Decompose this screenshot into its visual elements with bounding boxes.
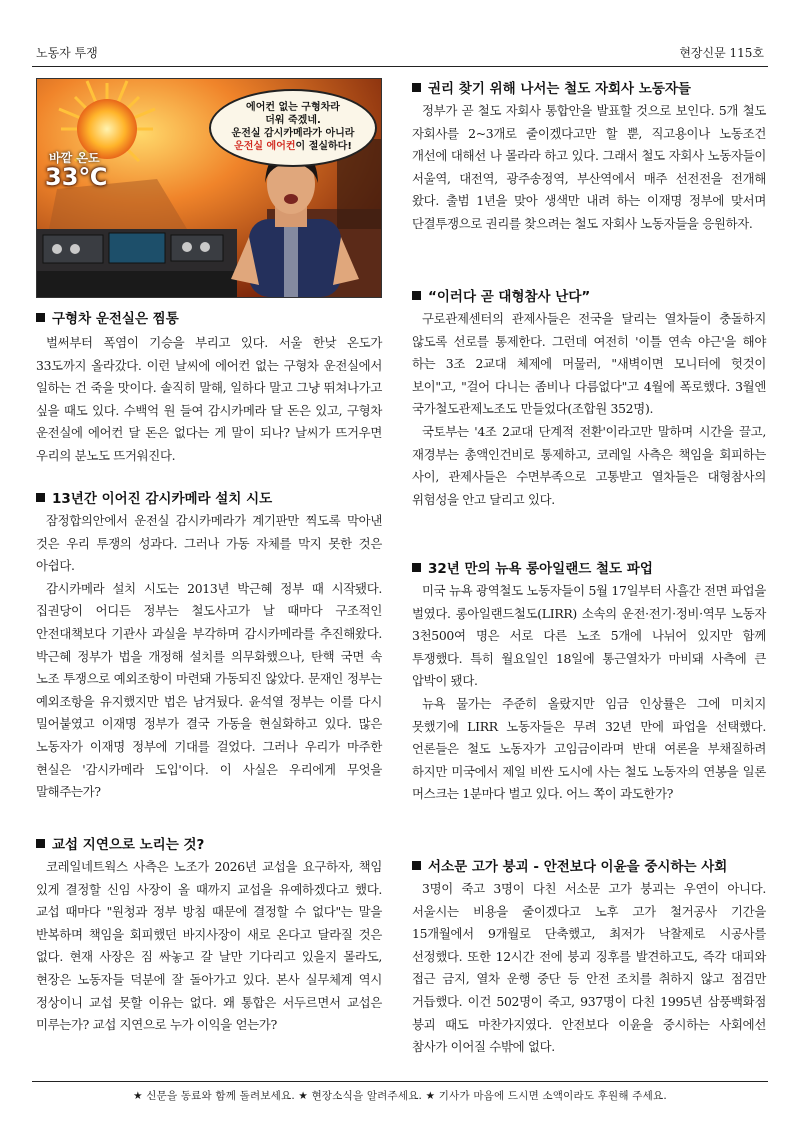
article-cab-heat (36, 310, 382, 468)
article-title-text: 13년간 이어진 감시카메라 설치 시도 (52, 491, 273, 507)
article-control-center (412, 288, 766, 511)
article-paragraph: 벌써부터 폭염이 기승을 부리고 있다. 서울 한낮 온도가 33도까지 올라갔다. 이런 날씨에 에어컨 없는 구형차 운전실에서 일하는 건 죽을 맛이다. 솔직히 말해, 일하다 말고 그냥 뛰쳐나가고 싶을 때도 있다. 수백억 원 들여 감시카메라 달 돈은 있고, 구형차 운전실에 에어컨 달 돈은 없다는 게 말이 되나? 날씨가 뜨거우면 우리의 분노도 뜨거워진다. (36, 335, 382, 463)
article-paragraph: 정부가 곧 철도 자회사 통합안을 발표할 것으로 보인다. 5개 철도 자회사를 2~3개로 줄이겠다고만 할 뿐, 직고용이나 노동조건 개선에 대해선 나 몰라라 하고 있다. 그래서 철도 자회사 노동자들이 서울역, 대전역, 광주송정역, 부산역에서 매주 선전전을 전개해 왔다. 출범 1년을 맞아 생색만 내려 하는 이재명 정부에 맞서며 단결투쟁으로 권리를 찾으려는 철도 자회사 노동자들을 응원하자. (412, 103, 766, 231)
square-bullet-icon (412, 563, 421, 572)
bottom-rule (32, 1081, 768, 1082)
article-paragraph: 뉴욕 물가는 주준히 올랐지만 임금 인상률은 그에 미치지 못했기에 LIRR 노동자들은 무려 32년 만에 파업을 선택했다. 언론들은 철도 노동자가 고임금이라며 반대 여론을 부채질하려 하지만 미국에서 제일 비싼 도시에 사는 철도 노동자의 연봉을 일론 머스크는 1분마다 벌고 있다. 어느 쪽이 과도한가? (412, 695, 766, 802)
square-bullet-icon (36, 839, 45, 848)
article-title-text: 권리 찾기 위해 나서는 철도 자회사 노동자들 (428, 81, 691, 97)
article-title-text: 교섭 지연으로 노리는 것? (52, 837, 205, 853)
article-title-text: “이러다 곧 대형참사 난다” (428, 289, 591, 305)
article-title (36, 490, 382, 508)
hero-illustration (36, 78, 382, 298)
bubble-text: 이 절실하다! (295, 141, 352, 152)
square-bullet-icon (36, 313, 45, 322)
article-title (412, 560, 766, 578)
article-paragraph: 미국 뉴욕 광역철도 노동자들이 5월 17일부터 사흘간 전면 파업을 벌였다. 롱아일랜드철도(LIRR) 소속의 운전·전기·정비·역무 노동자 3천500여 명은 서로 다른 노조 5개에 나뉘어 있지만 함께 투쟁했다. 특히 월요일인 18일에 통근열차가 마비돼 사측에 큰 압박이 됐다. (412, 583, 766, 689)
article-camera (36, 490, 382, 804)
header-left: 노동자 투쟁 (36, 46, 98, 60)
bubble-line: 더워 죽겠네. (265, 115, 321, 126)
square-bullet-icon (412, 861, 421, 870)
article-paragraph: 3명이 죽고 3명이 다친 서소문 고가 붕괴는 우연이 아니다. 서울시는 비용을 줄이겠다고 노후 고가 철거공사 기간을 15개월에서 9개월로 단축했고, 최저가 낙찰제로 시공사를 선정했다. 또한 12시간 전에 붕괴 징후를 발견하고도, 즉각 대피와 접근 금지, 열차 운행 중단 등 안전 조치를 취하지 않고 점검만 거듭했다. 이건 502명이 죽고, 937명이 다친 1995년 삼풍백화점 붕괴 때도 마찬가지였다. 안전보다 이윤을 중시하는 사회에선 참사가 이어질 수밖에 없다. (412, 881, 766, 1055)
temperature-label: 바깥 온도 (49, 151, 100, 165)
header-right: 현장신문 115호 (679, 46, 764, 60)
article-overpass-collapse (412, 858, 766, 1059)
top-rule (32, 66, 768, 67)
temperature-value: 33℃ (45, 163, 108, 191)
bubble-line: 운전실 감시카메라가 아니라 (231, 128, 355, 139)
footer-notice: ★ 신문을 동료와 함께 돌려보세요. ★ 현장소식을 알려주세요. ★ 기사가 마음에 드시면 소액이라도 후원해 주세요. (133, 1090, 667, 1102)
article-title (412, 288, 766, 306)
article-paragraph: 구로관제센터의 관제사들은 전국을 달리는 열차들이 충돌하지 않도록 선로를 통제한다. 그런데 여전히 '이틀 연속 야근'을 해야 하는 3조 2교대 체제에 머물러, "새벽이면 모니터에 헛것이 보이"고, "걸어 다니는 좀비나 다름없다"고 4월에 폭로했다. 3월엔 국가철도관제노조도 만들었다(조합원 352명). (412, 311, 766, 417)
article-paragraph: 국토부는 '4조 2교대 단계적 전환'이라고만 말하며 시간을 끌고, 재경부는 총액인건비로 통제하고, 코레일 사측은 책임을 회피하는 사이, 관제사들은 수면부족으로 고통받고 열차들은 대형참사의 위험성을 안고 달리고 있다. (412, 423, 766, 507)
speech-bubble (209, 89, 377, 167)
bubble-line: 에어컨 없는 구형차라 (246, 102, 340, 113)
article-title (36, 836, 382, 854)
square-bullet-icon (36, 493, 45, 502)
left-column (36, 78, 382, 1033)
article-title (412, 80, 766, 98)
article-title-text: 구형차 운전실은 찜통 (52, 311, 179, 327)
article-title (412, 858, 766, 876)
bubble-highlight: 운전실 에어컨 (234, 141, 296, 152)
article-lirr-strike (412, 560, 766, 806)
bubble-line (211, 140, 375, 153)
article-title-text: 서소문 고가 붕괴 - 안전보다 이윤을 중시하는 사회 (428, 859, 728, 875)
square-bullet-icon (412, 291, 421, 300)
article-subsidiary (412, 80, 766, 236)
article-paragraph: 잠정합의안에서 운전실 감시카메라가 계기판만 찍도록 막아낸 것은 우리 투쟁의 성과다. 그러나 가동 자체를 막지 못한 것은 아쉽다. (36, 513, 382, 574)
article-bargaining (36, 836, 382, 1037)
article-title-text: 32년 만의 뉴욕 롱아일랜드 철도 파업 (428, 561, 653, 577)
article-paragraph: 코레일네트웍스 사측은 노조가 2026년 교섭을 요구하자, 책임 있게 결정할 신임 사장이 올 때까지 교섭을 유예하겠다고 했다. 교섭 때마다 "원청과 정부 방침 때문에 결정할 수 없다"는 말을 반복하며 책임을 회피했던 바지사장이 새로 온다고 달라질 것은 없다. 현재 사장은 짐 싸놓고 갈 날만 기다리고 있을지 몰라도, 현장은 노동자들 덕분에 잘 돌아가고 있다. 본사 실무체계 역시 정상이니 교섭 못할 이유는 없다. 왜 통합은 서두르면서 교섭은 미루는가? 교섭 지연으로 누가 이익을 얻는가? (36, 859, 382, 1033)
article-paragraph: 감시카메라 설치 시도는 2013년 박근혜 정부 때 시작됐다. 집권당이 어디든 정부는 철도사고가 날 때마다 구조적인 안전대책보다 기관사 과실을 부각하며 감시카메라를 추진해왔다. 박근혜 정부가 법을 개정해 설치를 의무화했으나, 탄핵 국면 속 노조 투쟁으로 예외조항이 마련돼 가동되진 않았다. 문재인 정부는 예외조항을 유지했지만 법은 남겨뒀다. 윤석열 정부는 이를 다시 밀어붙였고 이재명 정부가 결국 가동을 현실화하고 있다. 많은 노동자가 이재명 정부에 기대를 걸었다. 그러나 우리가 마주한 현실은 '감시카메라 도입'이다. 이 사실은 우리에게 무엇을 말해주는가? (36, 580, 382, 800)
article-title (36, 310, 382, 328)
square-bullet-icon (412, 83, 421, 92)
